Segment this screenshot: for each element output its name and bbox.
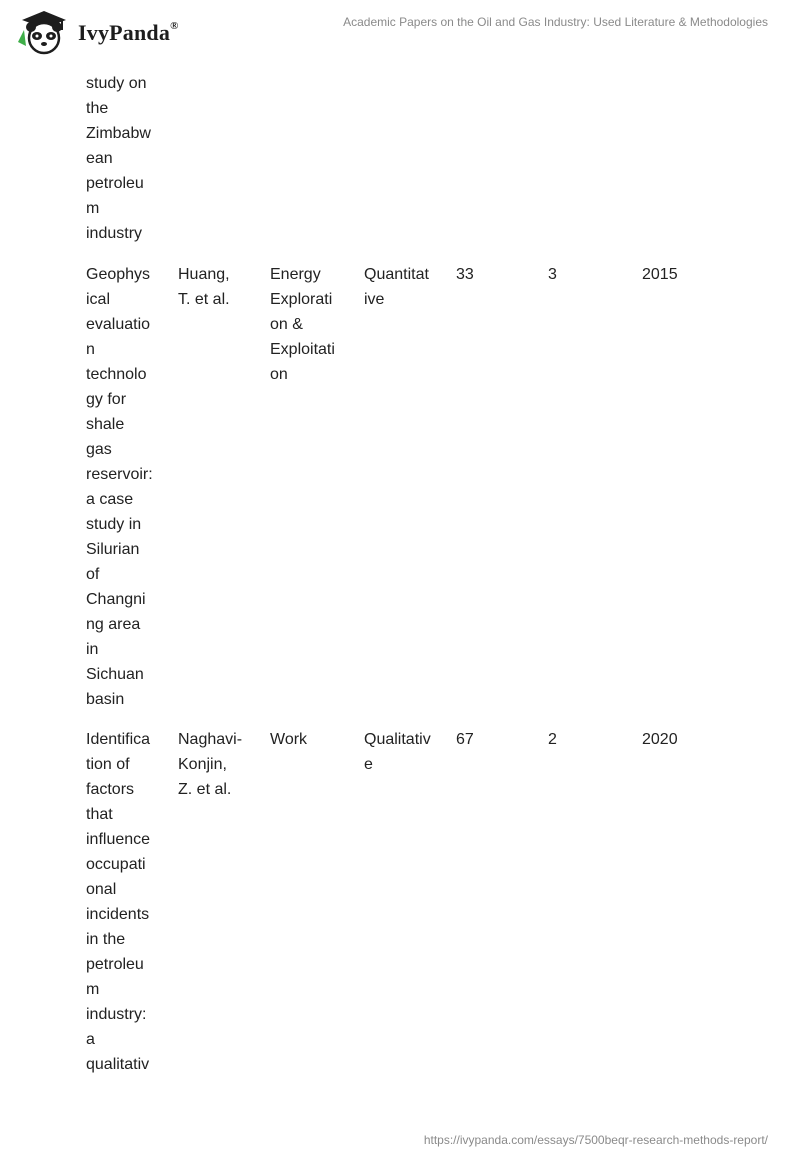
panda-graduate-icon <box>14 8 76 56</box>
cell-text-line: ive <box>364 291 385 308</box>
cell-text-line: study in <box>86 516 142 533</box>
cell-text-line: Identifica <box>86 731 151 748</box>
cell-text-line: factors <box>86 781 135 798</box>
logo-text: IvyPanda® <box>78 19 179 45</box>
row-2-year-cell: 2020 <box>642 731 678 748</box>
cell-text-line: Z. et al. <box>178 781 232 798</box>
footer-url-link[interactable]: https://ivypanda.com/essays/7500beqr-research-methods-report/ <box>423 1133 768 1147</box>
cell-text-line: on <box>270 366 288 383</box>
cell-text-line: e <box>364 756 373 773</box>
row-1-author-cell <box>178 262 254 312</box>
cell-text-line: Huang, <box>178 266 230 283</box>
cell-text-line: Naghavi- <box>178 731 243 748</box>
row-2-author-cell <box>178 727 254 802</box>
document-title: Academic Papers on the Oil and Gas Industry: Used Literature & Methodologies <box>343 15 768 29</box>
cell-text-line: gas <box>86 441 112 458</box>
cell-text-line: m <box>86 981 100 998</box>
cell-text-line: T. et al. <box>178 291 230 308</box>
cell-text-line: the <box>86 100 109 117</box>
cell-text-line: on & <box>270 316 303 333</box>
cell-text-line: Quantitat <box>364 266 429 283</box>
cell-text-line: m <box>86 200 100 217</box>
row-2-method-cell <box>364 727 440 777</box>
cell-text-line: influence <box>86 831 151 848</box>
cell-text-line: industry <box>86 225 143 242</box>
cell-text-line: n <box>86 341 95 358</box>
cell-text-line: ng area <box>86 616 141 633</box>
cell-text-line: Exploitati <box>270 341 335 358</box>
cell-text-line: Qualitativ <box>364 731 431 748</box>
cell-text-line: Geophys <box>86 266 151 283</box>
cell-text-line: Explorati <box>270 291 333 308</box>
page-header <box>0 0 800 62</box>
cell-text-line: industry: <box>86 1006 147 1023</box>
cell-text-line: Sichuan <box>86 666 144 683</box>
cell-text-line: shale <box>86 416 125 433</box>
cell-text-line: basin <box>86 691 125 708</box>
row-2-title-cell <box>86 727 162 1077</box>
ivypanda-logo[interactable] <box>14 8 214 56</box>
cell-text-line: Silurian <box>86 541 140 558</box>
cell-text-line: tion of <box>86 756 130 773</box>
row-2-journal-cell <box>270 727 348 752</box>
cell-text-line: Konjin, <box>178 756 227 773</box>
row-2-col5-cell: 67 <box>456 731 474 748</box>
cell-text-line: of <box>86 566 100 583</box>
cell-text-line: study on <box>86 75 147 92</box>
cell-text-line: a <box>86 1031 95 1048</box>
cell-text-line: Zimbabw <box>86 125 151 142</box>
cell-text-line: technolo <box>86 366 147 383</box>
row-1-method-cell <box>364 262 440 312</box>
cell-text-line: gy for <box>86 391 127 408</box>
cell-text-line: incidents <box>86 906 150 923</box>
cell-text-line: a case <box>86 491 134 508</box>
cell-text-line: qualitativ <box>86 1056 150 1073</box>
cell-text-line: in <box>86 641 99 658</box>
cell-text-line: ical <box>86 291 111 308</box>
cell-text-line: ean <box>86 150 113 167</box>
cell-text-line: Energy <box>270 266 321 283</box>
cell-text-line: onal <box>86 881 117 898</box>
row-1-year-cell: 2015 <box>642 266 678 283</box>
cell-text-line: that <box>86 806 113 823</box>
row-1-title-cell <box>86 262 162 712</box>
cell-text-line: petroleu <box>86 956 144 973</box>
row-2-col6-cell: 2 <box>548 731 557 748</box>
row-1-journal-cell <box>270 262 348 387</box>
row-1-col5-cell: 33 <box>456 266 474 283</box>
cell-text-line: Changni <box>86 591 146 608</box>
row-1-col6-cell: 3 <box>548 266 557 283</box>
cell-text-line: evaluatio <box>86 316 151 333</box>
cell-text-line: Work <box>270 731 308 748</box>
cell-text-line: petroleu <box>86 175 144 192</box>
cell-text-line: in the <box>86 931 126 948</box>
cell-text-line: occupati <box>86 856 146 873</box>
row-0-title-cell <box>86 71 162 246</box>
cell-text-line: reservoir: <box>86 466 153 483</box>
